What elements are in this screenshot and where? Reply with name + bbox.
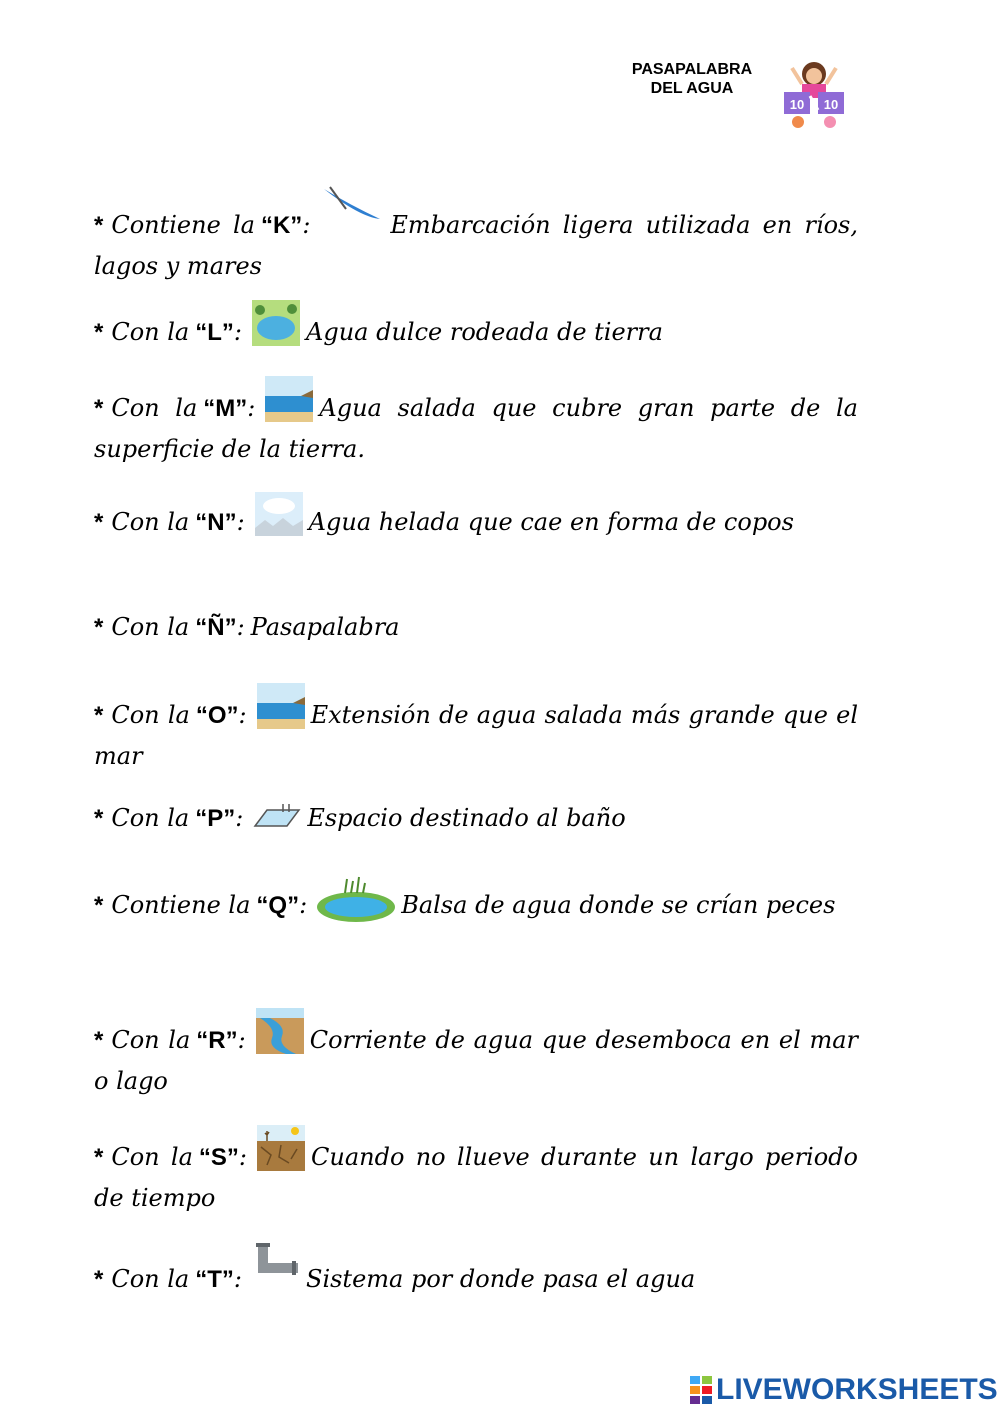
clue-text: Pasapalabra <box>250 613 400 641</box>
sea-icon <box>265 376 313 422</box>
clue-k: * Contiene la “K”: Embarcación ligera utilizada en ríos, lagos y mares <box>94 185 858 286</box>
clue-letter: “K” <box>260 212 303 239</box>
clue-letter: “O” <box>195 702 239 729</box>
lake-icon <box>252 300 300 346</box>
clue-s: * Con la “S”: Cuando no llueve durante un largo periodo de tiempo <box>94 1125 858 1218</box>
clue-letter: “S” <box>198 1144 239 1171</box>
pool-icon <box>253 802 301 832</box>
clue-text: Sistema por donde pasa el agua <box>306 1265 696 1293</box>
badge-score-right: 10 <box>823 97 839 112</box>
clue-text: Extensión de agua salada más grande que el mar <box>94 701 858 770</box>
logo-text: LIVEWORKSHEETS <box>716 1373 998 1406</box>
clue-text: Espacio destinado al baño <box>307 804 626 832</box>
page-title <box>612 60 772 98</box>
pipe-icon <box>252 1241 300 1285</box>
clue-letter: “T” <box>195 1266 234 1293</box>
avatar <box>782 58 846 130</box>
ocean-icon <box>257 683 305 729</box>
drought-icon <box>257 1125 305 1171</box>
clue-t: * Con la “T”: Sistema por donde pasa el agua <box>94 1241 858 1300</box>
clue-text: Embarcación ligera utilizada en ríos, lagos y mares <box>94 211 858 280</box>
clue-enye: * Con la “Ñ”: Pasapalabra <box>94 613 400 641</box>
clue-text: Balsa de agua donde se crían peces <box>401 891 836 919</box>
title-line-2: DEL AGUA <box>650 80 734 97</box>
clue-text: Agua dulce rodeada de tierra <box>306 318 663 346</box>
snow-icon <box>255 492 303 536</box>
clue-letter: “M” <box>203 395 248 422</box>
clue-q: * Contiene la “Q”: Balsa de agua donde se crían peces <box>94 875 858 926</box>
clue-p: * Con la “P”: Espacio destinado al baño <box>94 804 626 832</box>
clue-o: * Con la “O”: Extensión de agua salada más grande que el mar <box>94 683 858 776</box>
clue-r: * Con la “R”: Corriente de agua que desemboca en el mar o lago <box>94 1008 858 1101</box>
clue-letter: “Q” <box>256 892 300 919</box>
clue-text: Agua salada que cubre gran parte de la superficie de la tierra. <box>94 394 858 463</box>
clue-letter: “Ñ” <box>195 614 237 641</box>
pond-icon <box>315 875 397 925</box>
clue-letter: “P” <box>195 805 236 832</box>
clue-text: Corriente de agua que desemboca en el mar o lago <box>94 1026 858 1095</box>
clue-m: * Con la “M”: Agua salada que cubre gran parte de la superficie de la tierra. <box>94 376 858 469</box>
clue-letter: “N” <box>195 509 237 536</box>
clue-letter: “L” <box>195 319 234 346</box>
badge-score-left: 10 <box>789 97 805 112</box>
liveworksheets-logo <box>690 1372 998 1408</box>
kayak-icon <box>320 185 384 225</box>
liveworksheets-mark-icon <box>690 1376 712 1404</box>
clue-letter: “R” <box>196 1027 238 1054</box>
clue-text: Agua helada que cae en forma de copos <box>308 508 794 536</box>
clue-n: * Con la “N”: Agua helada que cae en forma de copos <box>94 492 858 543</box>
clue-l: * Con la “L”: Agua dulce rodeada de tierra <box>94 300 858 353</box>
clue-text: Cuando no llueve durante un largo periodo de tiempo <box>94 1143 858 1212</box>
title-line-1: PASAPALABRA <box>631 61 753 78</box>
river-icon <box>256 1008 304 1054</box>
